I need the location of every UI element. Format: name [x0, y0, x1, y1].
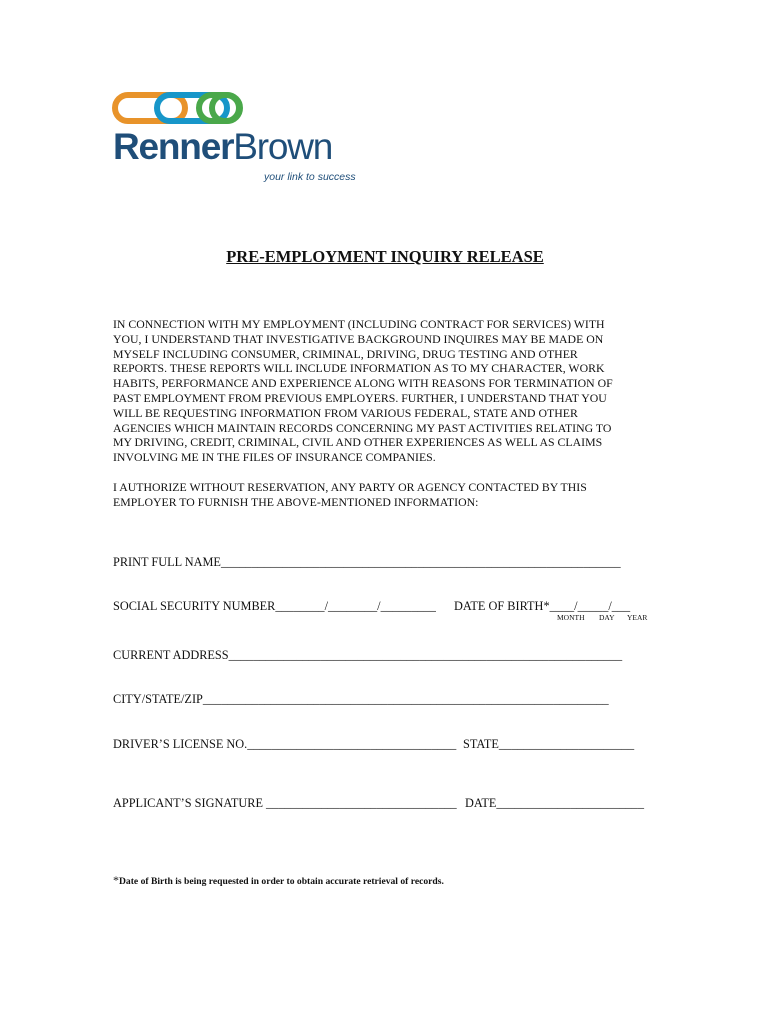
paragraph-line: I AUTHORIZE WITHOUT RESERVATION, ANY PARTY OR AGENCY CONTACTED BY THIS — [113, 480, 587, 494]
full-name-field[interactable]: PRINT FULL NAME_________________________________________________________________ — [113, 555, 621, 569]
city-state-zip-field[interactable]: CITY/STATE/ZIP__________________________________________________________________ — [113, 692, 609, 706]
paragraph-line: REPORTS. THESE REPORTS WILL INCLUDE INFORMATION AS TO MY CHARACTER, WORK — [113, 361, 605, 376]
paragraph-line: IN CONNECTION WITH MY EMPLOYMENT (INCLUDING CONTRACT FOR SERVICES) WITH — [113, 317, 605, 331]
paragraph-line: YOU, I UNDERSTAND THAT INVESTIGATIVE BACKGROUND INQUIRES MAY BE MADE ON — [113, 331, 604, 346]
license-state-field[interactable]: STATE______________________ — [463, 737, 635, 751]
paragraph-line: MYSELF INCLUDING CONSUMER, CRIMINAL, DRIVING, DRUG TESTING AND OTHER — [113, 346, 578, 361]
dob-month-label: MONTH — [557, 613, 585, 622]
dob-day-label: DAY — [599, 613, 615, 622]
paragraph-line: MY DRIVING, CREDIT, CRIMINAL, CIVIL AND OTHER EXPERIENCES AS WELL AS CLAIMS — [113, 435, 603, 450]
signature-field[interactable]: APPLICANT’S SIGNATURE _______________________________ — [113, 796, 457, 810]
current-address-field[interactable]: CURRENT ADDRESS________________________________________________________________ — [113, 648, 623, 662]
brand-tagline: your link to success — [264, 171, 356, 183]
date-of-birth-field[interactable]: DATE OF BIRTH*____/_____/___ — [454, 599, 631, 613]
paragraph-line: AGENCIES WHICH MAINTAIN RECORDS CONCERNING MY PAST ACTIVITIES RELATING TO — [113, 420, 612, 435]
paragraph-line: INVOLVING ME IN THE FILES OF INSURANCE COMPANIES. — [113, 450, 436, 465]
drivers-license-field[interactable]: DRIVER’S LICENSE NO.__________________________________ — [113, 737, 457, 751]
dob-year-label: YEAR — [627, 613, 648, 622]
authorization-paragraph — [113, 480, 658, 510]
brand-name: RennerBrown — [113, 126, 333, 167]
signature-date-field[interactable]: DATE________________________ — [465, 796, 644, 810]
footnote: *Date of Birth is being requested in order to obtain accurate retrieval of records. — [113, 873, 444, 887]
paragraph-line: HABITS, PERFORMANCE AND EXPERIENCE ALONG WITH REASONS FOR TERMINATION OF — [113, 376, 613, 391]
ssn-field[interactable]: SOCIAL SECURITY NUMBER________/________/_________ — [113, 599, 436, 613]
paragraph-line: WILL BE REQUESTING INFORMATION FROM VARIOUS FEDERAL, STATE AND OTHER — [113, 405, 578, 420]
consent-paragraph — [113, 317, 658, 465]
paragraph-line: PAST EMPLOYMENT FROM PREVIOUS EMPLOYERS. FURTHER, I UNDERSTAND THAT YOU — [113, 390, 607, 405]
paragraph-line: EMPLOYER TO FURNISH THE ABOVE-MENTIONED INFORMATION: — [113, 494, 479, 509]
page-title: PRE-EMPLOYMENT INQUIRY RELEASE — [226, 247, 544, 266]
